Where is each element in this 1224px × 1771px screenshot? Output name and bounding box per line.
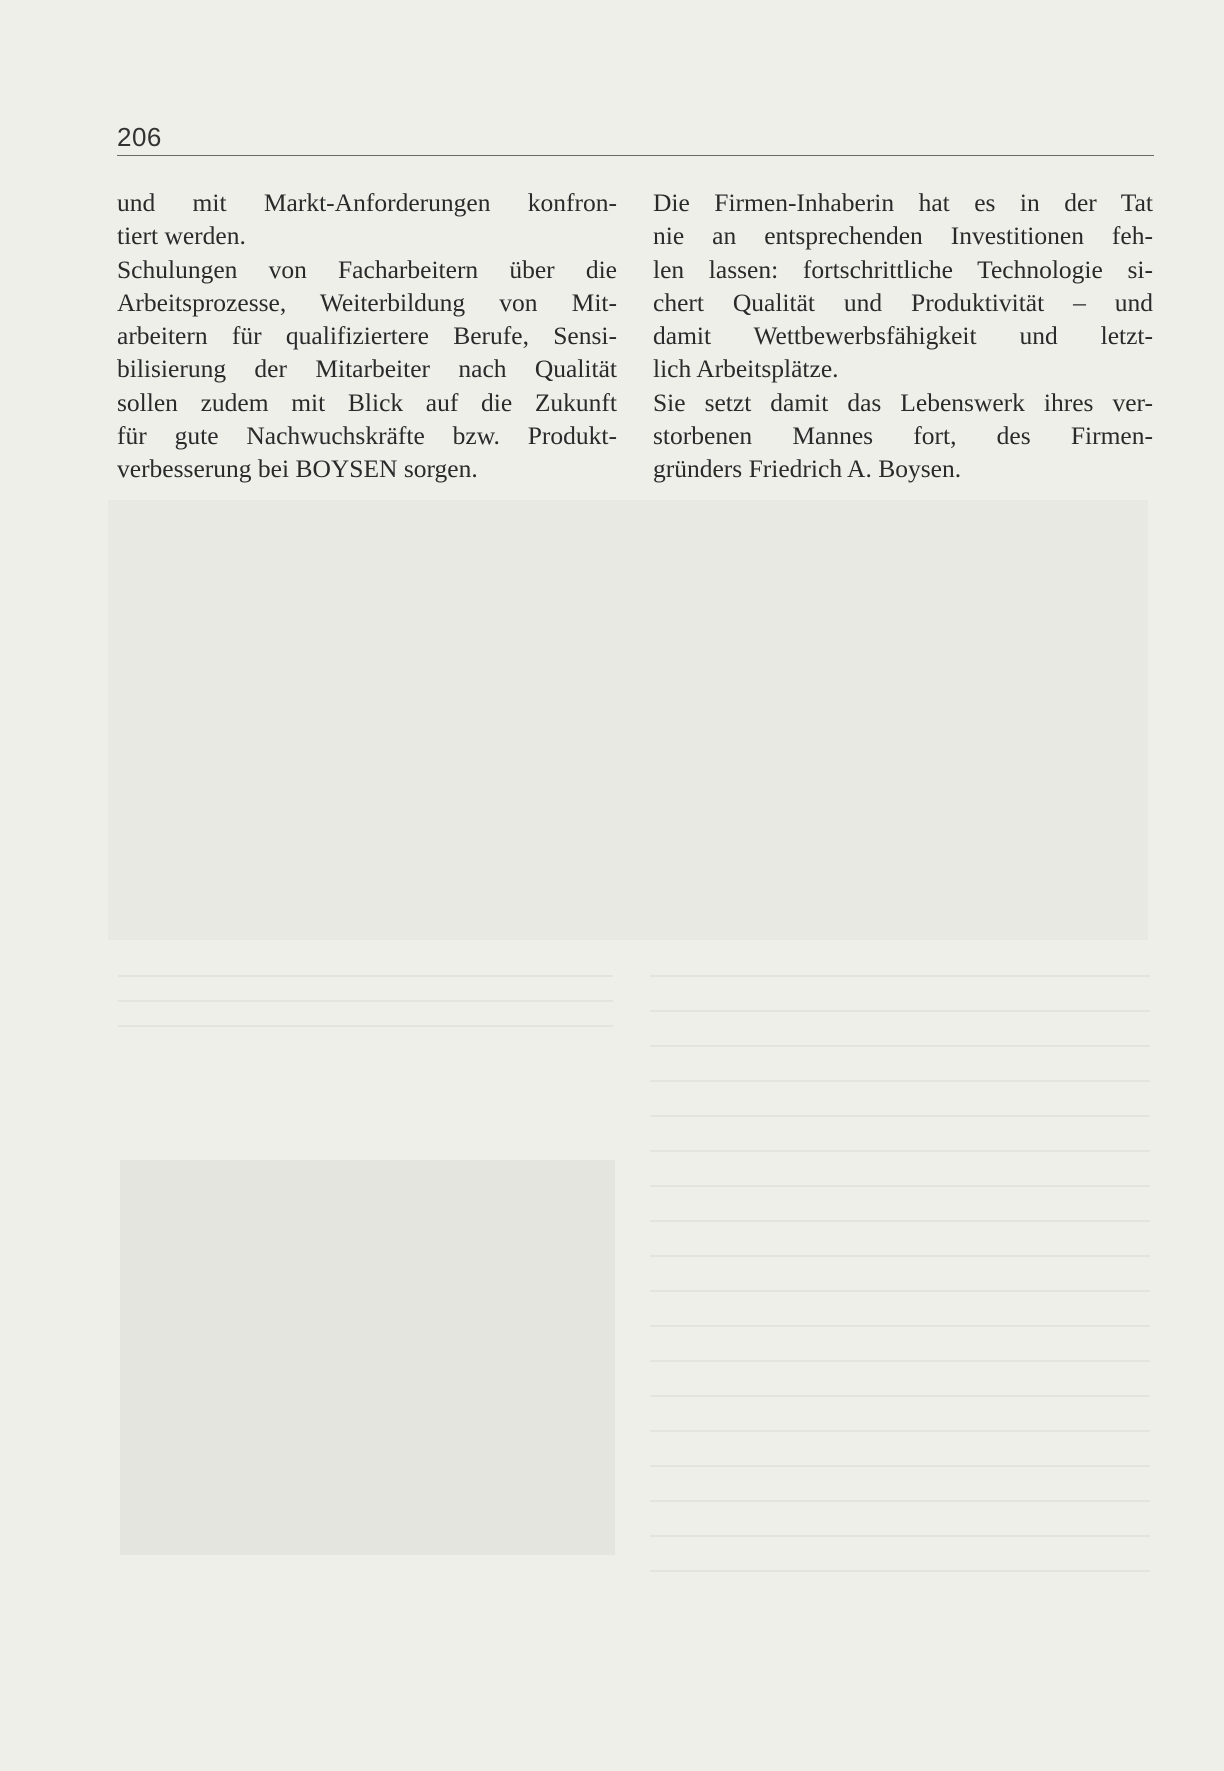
show-through-line [118,1000,613,1002]
show-through-line [650,1220,1150,1222]
text-line: Die Firmen-Inhaberin hat es in der Tat [653,188,1153,217]
text-line: chert Qualität und Produktivität – und [653,287,1153,317]
text-line: verbesserung bei BOYSEN sorgen. [117,454,478,484]
show-through-line [650,975,1150,977]
show-through-line [650,1465,1150,1467]
show-through-photo-top [108,500,1148,940]
text-line: tiert werden. [117,221,246,251]
show-through-line [650,1290,1150,1292]
show-through-line [650,1150,1150,1152]
left-text-column [117,186,617,486]
text-line: lich Arbeitsplätze. [653,354,839,384]
text-line: len lassen: fortschrittliche Technologie si- [653,254,1153,284]
show-through-line [118,1025,613,1027]
text-line: bilisierung der Mitarbeiter nach Qualität [117,354,617,384]
show-through-line [650,1080,1150,1082]
right-text-column [653,186,1153,486]
text-line: für gute Nachwuchskräfte bzw. Produkt- [117,421,617,451]
show-through-photo-bottom [120,1160,615,1555]
text-line: arbeitern für qualifiziertere Berufe, Sensi- [117,321,617,351]
text-line: Arbeitsprozesse, Weiterbildung von Mit- [117,287,617,317]
show-through-line [650,1045,1150,1047]
page-number: 206 [117,122,162,152]
header-rule [117,155,1154,156]
show-through-line [650,1395,1150,1397]
text-line: und mit Markt-Anforderungen konfron- [117,188,617,217]
text-line: damit Wettbewerbsfähigkeit und letzt- [653,321,1153,351]
text-line: storbenen Mannes fort, des Firmen- [653,421,1153,451]
text-line: Sie setzt damit das Lebenswerk ihres ver- [653,387,1153,417]
text-line: gründers Friedrich A. Boysen. [653,454,962,484]
show-through-line [650,1360,1150,1362]
text-line: sollen zudem mit Blick auf die Zukunft [117,387,617,417]
text-line: nie an entsprechenden Investitionen feh- [653,221,1153,251]
show-through-line [650,1500,1150,1502]
show-through-line [650,1255,1150,1257]
show-through-line [118,975,613,977]
show-through-line [650,1325,1150,1327]
show-through-line [650,1570,1150,1572]
show-through-line [650,1430,1150,1432]
show-through-line [650,1010,1150,1012]
text-line: Schulungen von Facharbeitern über die [117,254,617,284]
show-through-line [650,1535,1150,1537]
show-through-line [650,1115,1150,1117]
show-through-line [650,1185,1150,1187]
